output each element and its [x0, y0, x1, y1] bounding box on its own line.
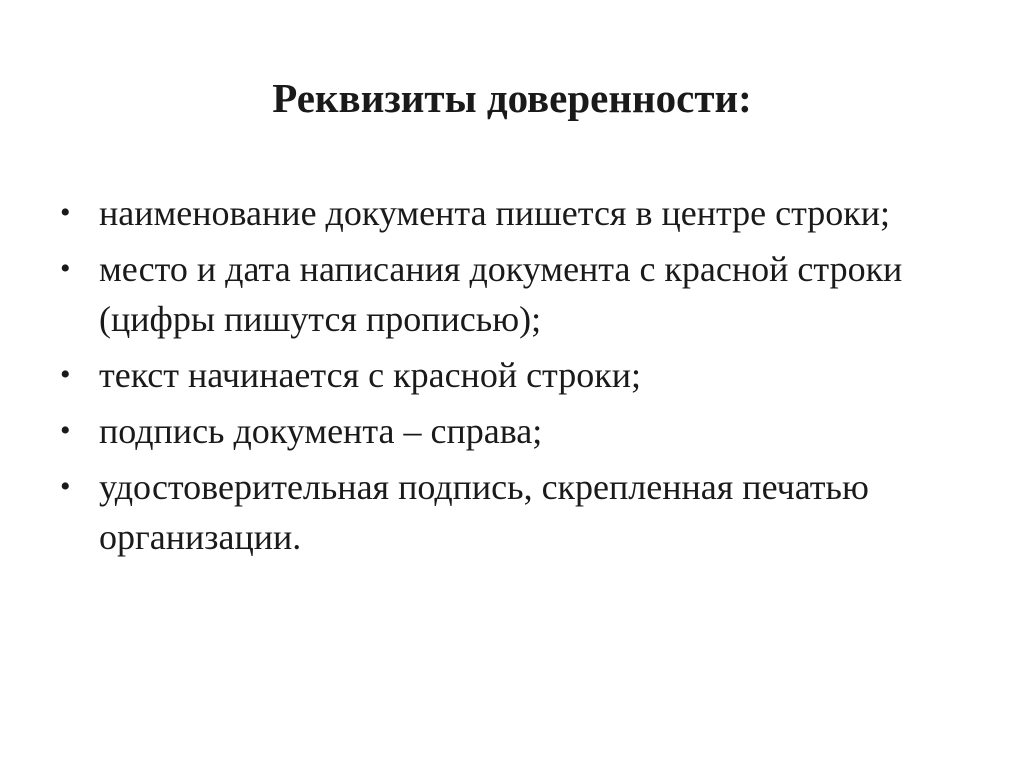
list-item — [60, 406, 980, 456]
list-item — [60, 188, 980, 238]
bullet-icon: • — [60, 358, 71, 391]
list-item-text: наименование документа пишется в центре строки; — [99, 193, 891, 233]
list-item-text: место и дата написания документа с красной строки (цифры пишутся прописью); — [99, 249, 903, 339]
list-item-text: подпись документа – справа; — [99, 411, 543, 451]
list-item-text: текст начинается с красной строки; — [99, 355, 641, 395]
slide-title: Реквизиты доверенности: — [272, 75, 752, 121]
list-item — [60, 244, 980, 344]
bullet-list — [60, 188, 980, 568]
bullet-icon: • — [60, 196, 71, 229]
bullet-icon: • — [60, 470, 71, 503]
bullet-icon: • — [60, 414, 71, 447]
list-item — [60, 350, 980, 400]
list-item — [60, 462, 980, 562]
list-item-text: удостоверительная подпись, скрепленная печатью организации. — [99, 467, 869, 557]
bullet-icon: • — [60, 252, 71, 285]
